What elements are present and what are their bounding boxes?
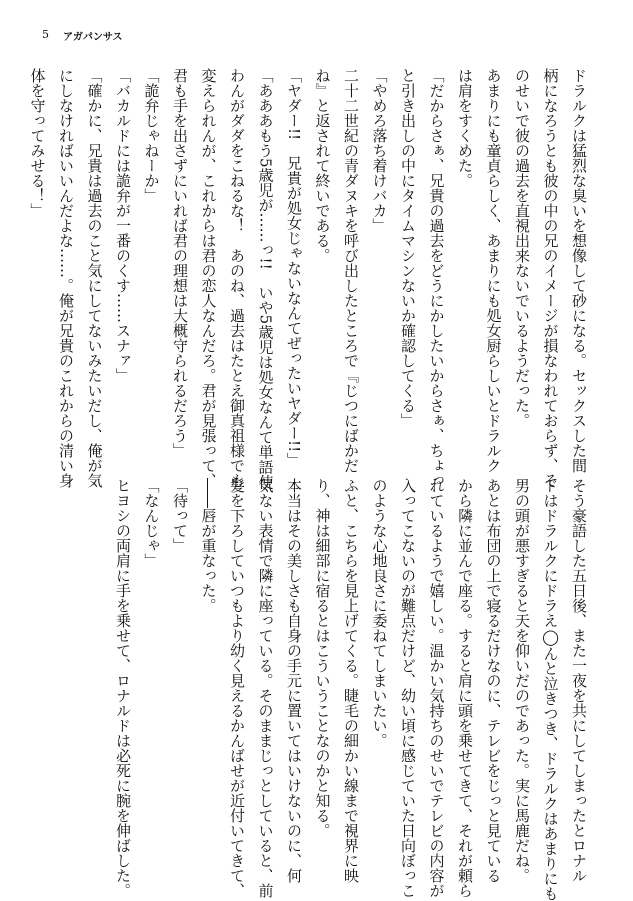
- text-line: は肩をすくめた。: [456, 68, 474, 188]
- text-line: 「あああもう5歳児が……っ!! いや5歳児は処女なんて単語使: [256, 68, 275, 490]
- running-title: アガパンサス: [63, 32, 123, 43]
- text-line: ドはドラルクにドラえ◯んと泣きつき、ドラルクはあまりにも: [541, 478, 560, 901]
- text-line: あとは布団の上で寝るだけなのに、テレビをじっと見ている: [484, 478, 503, 883]
- text-line: のような心地良さに委ねてしまいたい。: [370, 478, 389, 748]
- text-line: 本当はその美しさも自身の手元に置いてはいけないのに、何: [285, 478, 303, 883]
- text-line: ヒヨシの両肩に手を乗せて、ロナルドは必死に腕を伸ばした。: [114, 478, 132, 898]
- text-line: あまりにも童貞らしく、あまりにも処女厨らしいとドラルク: [484, 68, 503, 473]
- text-block-top: [28, 68, 593, 490]
- text-line: ――唇が重なった。: [199, 478, 218, 613]
- text-block-bottom: [53, 478, 593, 901]
- text-line: のせいで彼の過去を直視出来ないでいるようだった。: [513, 68, 531, 428]
- text-line: 体を守ってみせる！」: [28, 68, 47, 218]
- page-number: 5: [42, 28, 49, 41]
- text-line: 柄になろうとも彼の中の兄のイメージが損なわれておらず、そ: [541, 68, 560, 488]
- text-line: 入ってこないのが難点だけど、幼い頃に感じていた日向ぼっこ: [399, 478, 417, 898]
- text-line: ね』と返されて終いである。: [313, 68, 332, 263]
- text-line: 「確かに、兄貴は過去のこと気にしてないみたいだし、俺が気: [85, 68, 104, 488]
- text-line: 「ヤダー!! 兄貴が処女じゃないなんてぜったいヤダー!!」: [285, 68, 303, 468]
- text-line: 「バカルドには詭弁が一番のくす……スナァ」: [114, 68, 132, 383]
- text-line: から隣に並んで座る。すると肩に頭を乗せてきて、それが頼ら: [456, 478, 474, 898]
- text-line: 「なんじゃ」: [142, 478, 161, 568]
- text-line: 「だからさぁ、兄貴の過去をどうにかしたいからさぁ、ちょっ: [427, 68, 446, 488]
- text-line: ふと、こちらを見上げてくる。睫毛の細かい線まで視界に映: [342, 478, 360, 883]
- text-line: 「やめろ落ち着けバカ」: [370, 68, 389, 233]
- text-line: 「待って」: [171, 478, 189, 553]
- text-line: 二十二世紀の青ダヌキを呼び出したところで『じつにばかだ: [342, 68, 360, 473]
- text-line: ドラルクは猛烈な臭いを想像して砂になる。セックスした間: [570, 68, 588, 473]
- text-line: 男の頭が悪すぎると天を仰いだのであった。実に馬鹿だね。: [513, 478, 531, 883]
- text-line: 気ない表情で隣に座っている。そのままじっとしていると、前: [256, 478, 275, 898]
- text-line: わんがダダをこねるな！ あのね、過去はたとえ御真祖様でも: [228, 68, 246, 488]
- text-line: と引き出しの中にタイムマシンないか確認してくる」: [399, 68, 417, 428]
- page-header: [42, 28, 123, 43]
- text-line: そう豪語した五日後、また一夜を共にしてしまったとロナル: [570, 478, 588, 883]
- text-line: 「詭弁じゃねーか」: [142, 68, 161, 203]
- text-line: れているようで嬉しい。温かい気持ちのせいでテレビの内容が: [427, 478, 446, 898]
- text-line: 君も手を出さずにいれば君の理想は大概守られるだろう」: [171, 68, 189, 458]
- text-line: り、神は細部に宿るとはこういうことなのかと知る。: [313, 478, 332, 838]
- text-line: にしなければいいんだよな……。俺が兄貴のこれからの清い身: [57, 68, 75, 488]
- text-line: 髪を下ろしていつもより幼く見えるかんばせが近付いてきて、: [228, 478, 246, 898]
- text-line: 変えられんが、これからは君の恋人なんだろ。君が見張って、: [199, 68, 218, 488]
